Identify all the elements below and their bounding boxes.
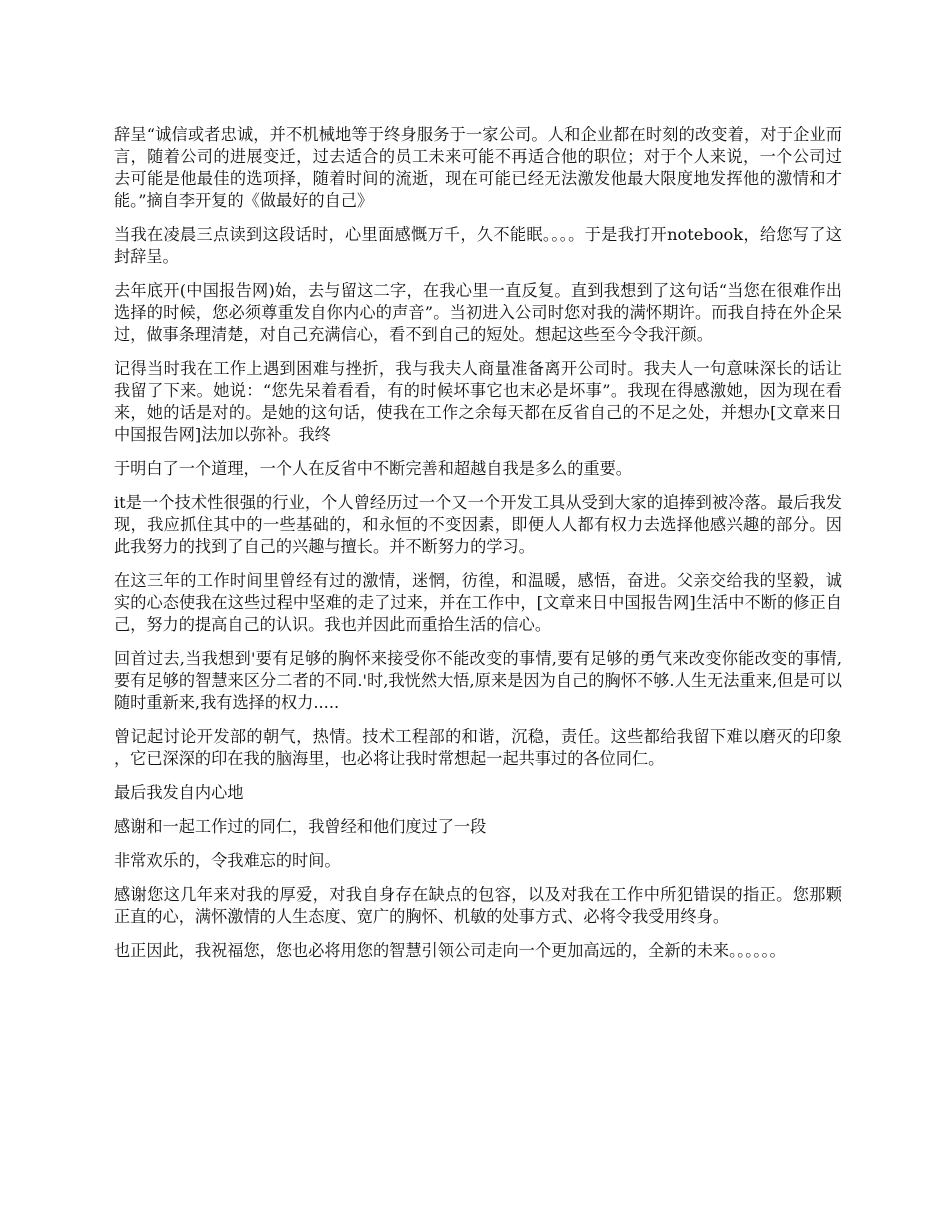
paragraph-5: 于明白了一个道理，一个人在反省中不断完善和超越自我是多么的重要。 — [114, 459, 632, 478]
paragraph-14: 也正因此，我祝福您，您也必将用您的智慧引领公司走向一个更加高远的，全新的未来。。。。。。 — [114, 941, 786, 960]
paragraph-2: 当我在凌晨三点读到这段话时，心里面感慨万千，久不能眠。。。。于是我打开notebook，给您写了这封辞呈。 — [114, 225, 842, 266]
paragraph-1: 辞呈“诚信或者忠诚，并不机械地等于终身服务于一家公司。人和企业都在时刻的改变着，对于企业而言，随着公司的进展变迁，过去适合的员工未来可能不再适合他的职位；对于个人来说，一个公司过去可能是他最佳的选项择，随着时间的流逝，现在可能已经无法激发他最大限度地发挥他的激情和才能。”摘自李开复的《做最好的自己》 — [114, 125, 842, 210]
paragraph-4: 记得当时我在工作上遇到困难与挫折，我与我夫人商量准备离开公司时。我夫人一句意味深长的话让我留了下来。她说：“您先呆着看看，有的时候坏事它也末必是坏事”。我现在得感激她，因为现在看来，她的话是对的。是她的这句话，使我在工作之余每天都在反省自己的不足之处，并想办[文章来日中国报告网]法加以弥补。我终 — [114, 359, 842, 444]
paragraph-9: 曾记起讨论开发部的朝气，热情。技术工程部的和谐，沉稳，责任。这些都给我留下难以磨灭的印象，它已深深的印在我的脑海里，也必将让我时常想起一起共事过的各位同仁。 — [114, 727, 842, 768]
paragraph-11: 感谢和一起工作过的同仁，我曾经和他们度过了一段 — [114, 817, 487, 836]
paragraph-8: 回首过去,当我想到'要有足够的胸怀来接受你不能改变的事情,要有足够的勇气来改变你能改变的事情,要有足够的智慧来区分二者的不同.'时,我恍然大悟,原来是因为自己的胸怀不够.人生无法重来,但是可以随时重新来,我有选择的权力..... — [114, 649, 842, 712]
paragraph-6: it是一个技术性很强的行业，个人曾经历过一个又一个开发工具从受到大家的追捧到被冷落。最后我发现，我应抓住其中的一些基础的，和永恒的不变因素，即便人人都有权力去选择他感兴趣的部分。因此我努力的找到了自己的兴趣与擅长。并不断努力的学习。 — [114, 493, 842, 556]
paragraph-10: 最后我发自内心地 — [114, 783, 244, 802]
paragraph-7: 在这三年的工作时间里曾经有过的激情，迷惘，彷徨，和温暖，感悟，奋进。父亲交给我的坚毅，诚实的心态使我在这些过程中坚难的走了过来，并在工作中，[文章来日中国报告网]生活中不断的修正自己，努力的提高自己的认识。我也并因此而重拾生活的信心。 — [114, 571, 842, 634]
paragraph-3: 去年底开(中国报告网)始，去与留这二字，在我心里一直反复。直到我想到了这句话“当您在很难作出选择的时候，您必须尊重发自你内心的声音”。当初进入公司时您对我的满怀期许。而我自持在外企呆过，做事条理清楚，对自己充满信心，看不到自己的短处。想起这些至今令我汗颜。 — [114, 281, 842, 344]
document-body — [114, 124, 842, 974]
paragraph-12: 非常欢乐的，令我难忘的时间。 — [114, 851, 341, 870]
paragraph-13: 感谢您这几年来对我的厚爱，对我自身存在缺点的包容，以及对我在工作中所犯错误的指正。您那颗正直的心，满怀激情的人生态度、宽广的胸怀、机敏的处事方式、必将令我受用终身。 — [114, 885, 842, 926]
